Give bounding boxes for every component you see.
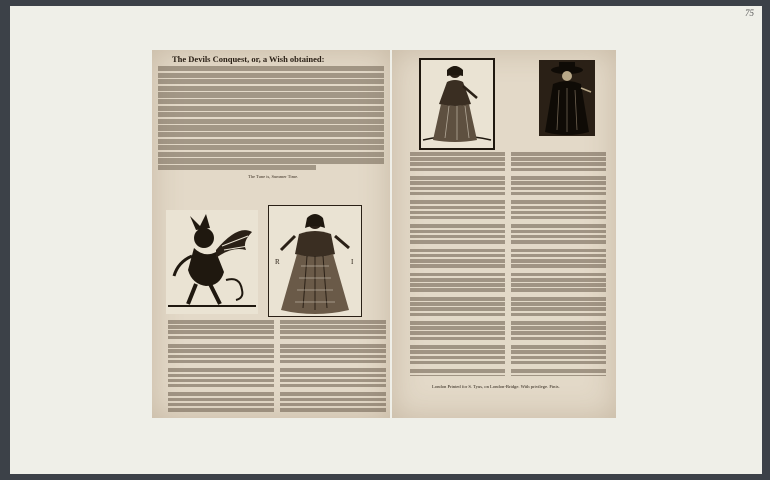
broadside-right-half <box>392 50 616 418</box>
folio-number: 75 <box>745 8 754 18</box>
verse-columns-left <box>168 320 386 412</box>
tune-line: The Tune is, Summer Time. <box>248 174 299 179</box>
verse-columns-right <box>410 152 606 376</box>
printer-imprint: London Printed for S. Tyus, on London-Bridge. With privilege. Finis. <box>432 384 560 389</box>
broadside-title: The Devils Conquest, or, a Wish obtained: <box>172 54 325 64</box>
prose-argument <box>158 66 384 172</box>
gentleman-woodcut <box>419 58 495 150</box>
svg-text:R: R <box>275 258 280 266</box>
hatted-figure-woodcut <box>539 60 595 136</box>
woman-woodcut <box>268 205 362 317</box>
devil-woodcut <box>166 210 258 314</box>
broadside-left-half <box>152 50 390 418</box>
svg-text:I: I <box>351 258 354 266</box>
